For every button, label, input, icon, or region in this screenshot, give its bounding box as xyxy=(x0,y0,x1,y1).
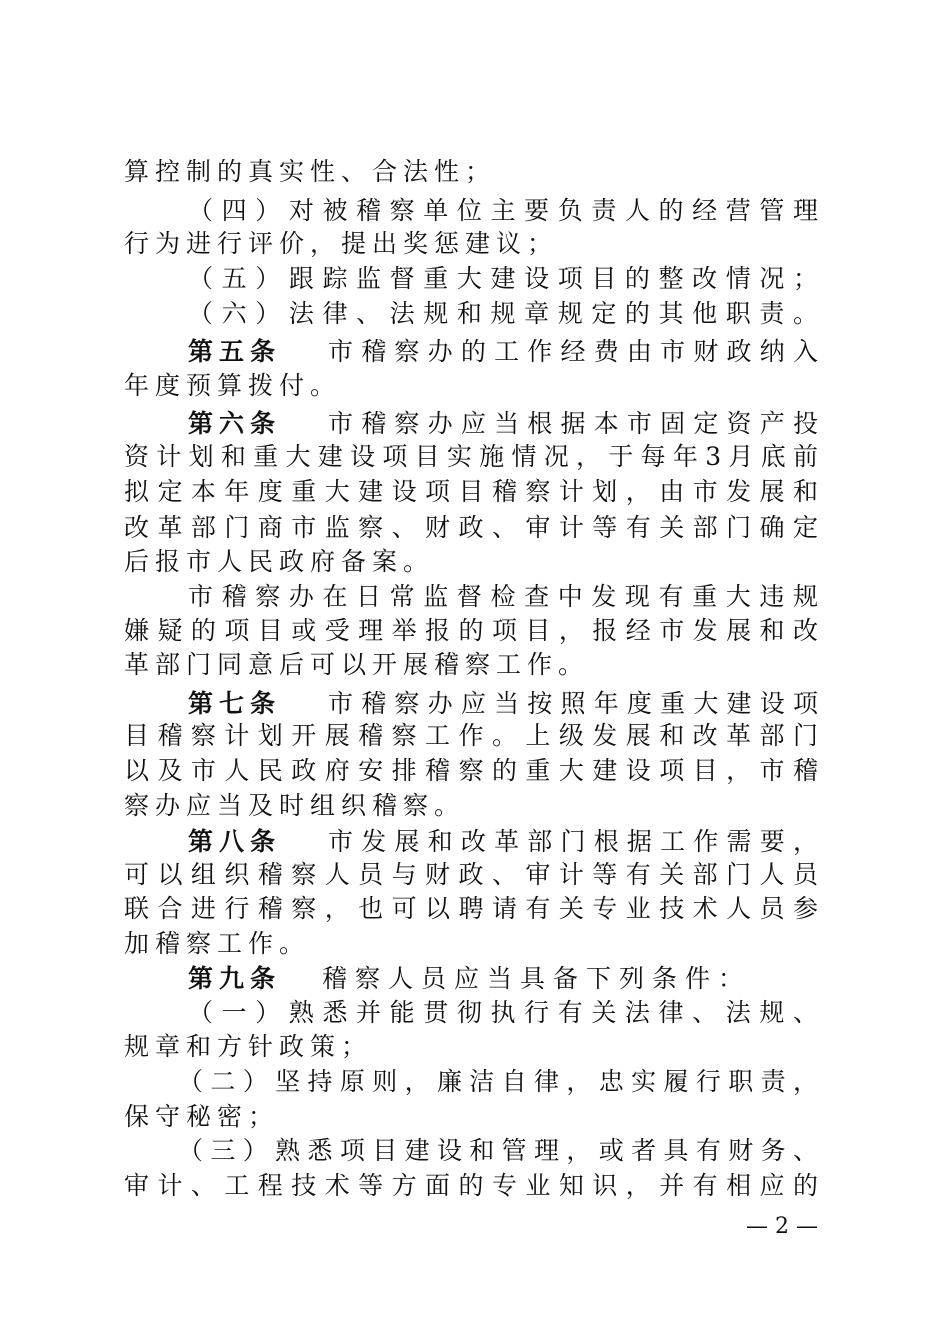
text-run: 稽察人员应当具备下列条件： xyxy=(322,964,752,993)
text-run: 算控制的真实性、合法性； xyxy=(124,157,497,186)
text-run: 资计划和重大建设项目实施情况，于每年3月底前 xyxy=(124,442,818,471)
text-line xyxy=(124,1027,818,1067)
text-line xyxy=(124,1166,818,1206)
text-run: （五）跟踪监督重大建设项目的整改情况； xyxy=(188,264,818,293)
text-run: 年度预算拨付。 xyxy=(124,371,342,400)
text-run: 市发展和改革部门根据工作需要， xyxy=(328,827,818,856)
text-run: 保守秘密； xyxy=(124,1102,280,1131)
article-heading: 第六条 xyxy=(188,409,282,438)
article-heading: 第九条 xyxy=(188,964,282,993)
text-run: 目稽察计划开展稽察工作。上级发展和改革部门 xyxy=(124,721,818,750)
text-run: 拟定本年度重大建设项目稽察计划，由市发展和 xyxy=(124,477,818,506)
text-run: 嫌疑的项目或受理举报的项目，报经市发展和改 xyxy=(124,616,818,645)
text-run: 市稽察办的工作经费由市财政纳入 xyxy=(328,337,818,366)
text-line xyxy=(124,152,818,192)
text-run: 后报市人民政府备案。 xyxy=(124,547,435,576)
text-line xyxy=(178,1062,818,1102)
text-run: 市稽察办应当按照年度重大建设项 xyxy=(328,689,818,718)
text-run: 革部门同意后可以开展稽察工作。 xyxy=(124,650,590,679)
text-line xyxy=(124,645,818,685)
text-line xyxy=(124,472,818,512)
text-line xyxy=(188,259,818,299)
text-run: 市稽察办应当根据本市固定资产投 xyxy=(328,409,818,438)
text-line xyxy=(124,366,818,406)
text-run: （四）对被稽察单位主要负责人的经营管理 xyxy=(188,196,818,225)
text-line xyxy=(188,294,818,334)
text-run: 改革部门商市监察、财政、审计等有关部门确定 xyxy=(124,513,818,542)
text-run: （一）熟悉并能贯彻执行有关法律、法规、 xyxy=(188,998,818,1027)
text-run: （三）熟悉项目建设和管理，或者具有财务、 xyxy=(178,1136,818,1165)
text-run: （二）坚持原则，廉洁自律，忠实履行职责， xyxy=(178,1067,818,1096)
text-run: （六）法律、法规和规章规定的其他职责。 xyxy=(188,299,818,328)
text-run: 以及市人民政府安排稽察的重大建设项目，市稽 xyxy=(124,756,818,785)
text-run: 察办应当及时组织稽察。 xyxy=(124,791,466,820)
text-run: 行为进行评价，提出奖惩建议； xyxy=(124,229,559,258)
article-heading: 第七条 xyxy=(188,689,282,718)
text-run: 市稽察办在日常监督检查中发现有重大违规 xyxy=(188,582,818,611)
text-line xyxy=(124,437,818,477)
text-line xyxy=(124,224,818,264)
text-line xyxy=(124,542,818,582)
page-number: — 2 — xyxy=(746,1214,818,1239)
text-line xyxy=(124,924,818,964)
text-run: 联合进行稽察，也可以聘请有关专业技术人员参 xyxy=(124,894,818,923)
article-heading: 第八条 xyxy=(188,827,282,856)
text-run: 可以组织稽察人员与财政、审计等有关部门人员 xyxy=(124,860,818,889)
text-run: 加稽察工作。 xyxy=(124,929,311,958)
text-line xyxy=(124,786,818,826)
article-heading: 第五条 xyxy=(188,337,282,366)
text-line xyxy=(124,716,818,756)
text-line xyxy=(124,889,818,929)
text-line xyxy=(178,1131,818,1171)
text-run: 审计、工程技术等方面的专业知识，并有相应的 xyxy=(124,1171,818,1200)
text-run: 规章和方针政策； xyxy=(124,1032,373,1061)
text-line xyxy=(124,751,818,791)
